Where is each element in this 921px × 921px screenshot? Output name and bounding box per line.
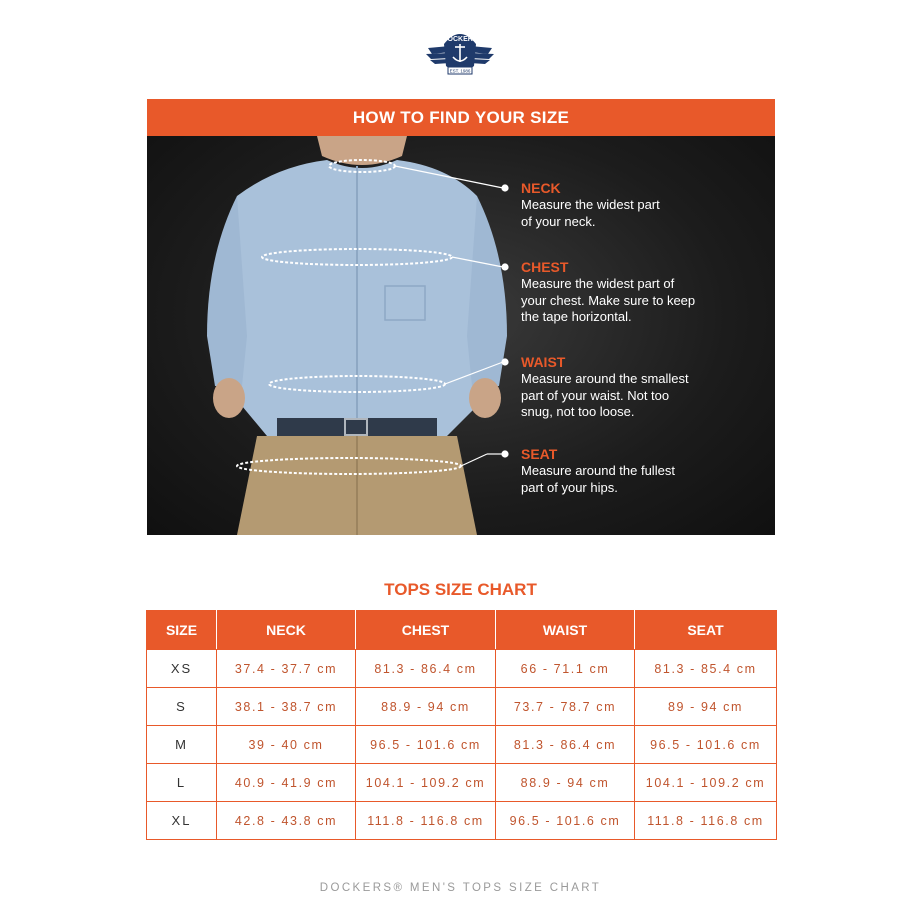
waist-cell: 73.7 - 78.7 cm [496, 688, 635, 726]
neck-cell: 37.4 - 37.7 cm [217, 650, 356, 688]
table-row [147, 802, 777, 840]
waist-cell: 88.9 - 94 cm [496, 764, 635, 802]
measurement-photo [147, 136, 775, 535]
dockers-logo [424, 22, 496, 82]
callout-chest-line1: Measure the widest part of [521, 276, 675, 291]
callout-seat-title: SEAT [521, 446, 558, 462]
chest-cell: 111.8 - 116.8 cm [356, 802, 496, 840]
callout-neck-title: NECK [521, 180, 561, 196]
neck-cell: 40.9 - 41.9 cm [217, 764, 356, 802]
seat-cell: 111.8 - 116.8 cm [635, 802, 777, 840]
header-seat: SEAT [635, 611, 777, 650]
header-chest: CHEST [356, 611, 496, 650]
callout-waist-line2: part of your waist. Not too [521, 387, 670, 403]
table-row [147, 688, 777, 726]
waist-cell: 81.3 - 86.4 cm [496, 726, 635, 764]
seat-cell: 81.3 - 85.4 cm [635, 650, 777, 688]
neck-cell: 42.8 - 43.8 cm [217, 802, 356, 840]
size-cell: L [147, 764, 217, 802]
callout-seat [521, 446, 761, 495]
size-table [146, 610, 777, 840]
size-cell: XS [147, 650, 217, 688]
chest-cell: 104.1 - 109.2 cm [356, 764, 496, 802]
callout-chest [521, 259, 761, 325]
table-row [147, 726, 777, 764]
logo-tagline: EST. 1986 [449, 68, 471, 74]
neck-cell: 38.1 - 38.7 cm [217, 688, 356, 726]
logo-brand: DOCKERS [442, 36, 478, 43]
chest-cell: 88.9 - 94 cm [356, 688, 496, 726]
seat-cell: 96.5 - 101.6 cm [635, 726, 777, 764]
size-cell: S [147, 688, 217, 726]
callout-chest-title: CHEST [521, 259, 569, 275]
callout-seat-line2: part of your hips. [521, 479, 618, 495]
waist-cell: 96.5 - 101.6 cm [496, 802, 635, 840]
footer-caption: DOCKERS® MEN'S TOPS SIZE CHART [319, 882, 602, 894]
size-chart-title: TOPS SIZE CHART [384, 580, 537, 599]
callout-neck-line1: Measure the widest part [521, 197, 660, 212]
callout-waist-title: WAIST [521, 354, 566, 370]
table-row [147, 764, 777, 802]
hero-title: HOW TO FIND YOUR SIZE [147, 99, 775, 136]
header-waist: WAIST [496, 611, 635, 650]
size-cell: M [147, 726, 217, 764]
callout-waist-line1: Measure around the smallest [521, 371, 689, 386]
table-row [147, 650, 777, 688]
seat-cell: 89 - 94 cm [635, 688, 777, 726]
callout-waist [521, 354, 761, 420]
callout-neck-line2: of your neck. [521, 213, 596, 229]
header-size: SIZE [147, 611, 217, 650]
size-cell: XL [147, 802, 217, 840]
waist-cell: 66 - 71.1 cm [496, 650, 635, 688]
callout-chest-line2: your chest. Make sure to keep [521, 292, 696, 308]
table-header-row [147, 611, 777, 650]
callout-seat-line1: Measure around the fullest [521, 463, 675, 478]
chest-cell: 96.5 - 101.6 cm [356, 726, 496, 764]
chest-cell: 81.3 - 86.4 cm [356, 650, 496, 688]
callout-chest-line3: the tape horizontal. [521, 309, 632, 324]
neck-cell: 39 - 40 cm [217, 726, 356, 764]
header-neck: NECK [217, 611, 356, 650]
callout-neck [521, 180, 761, 229]
seat-cell: 104.1 - 109.2 cm [635, 764, 777, 802]
callout-waist-line3: snug, not too loose. [521, 404, 635, 419]
